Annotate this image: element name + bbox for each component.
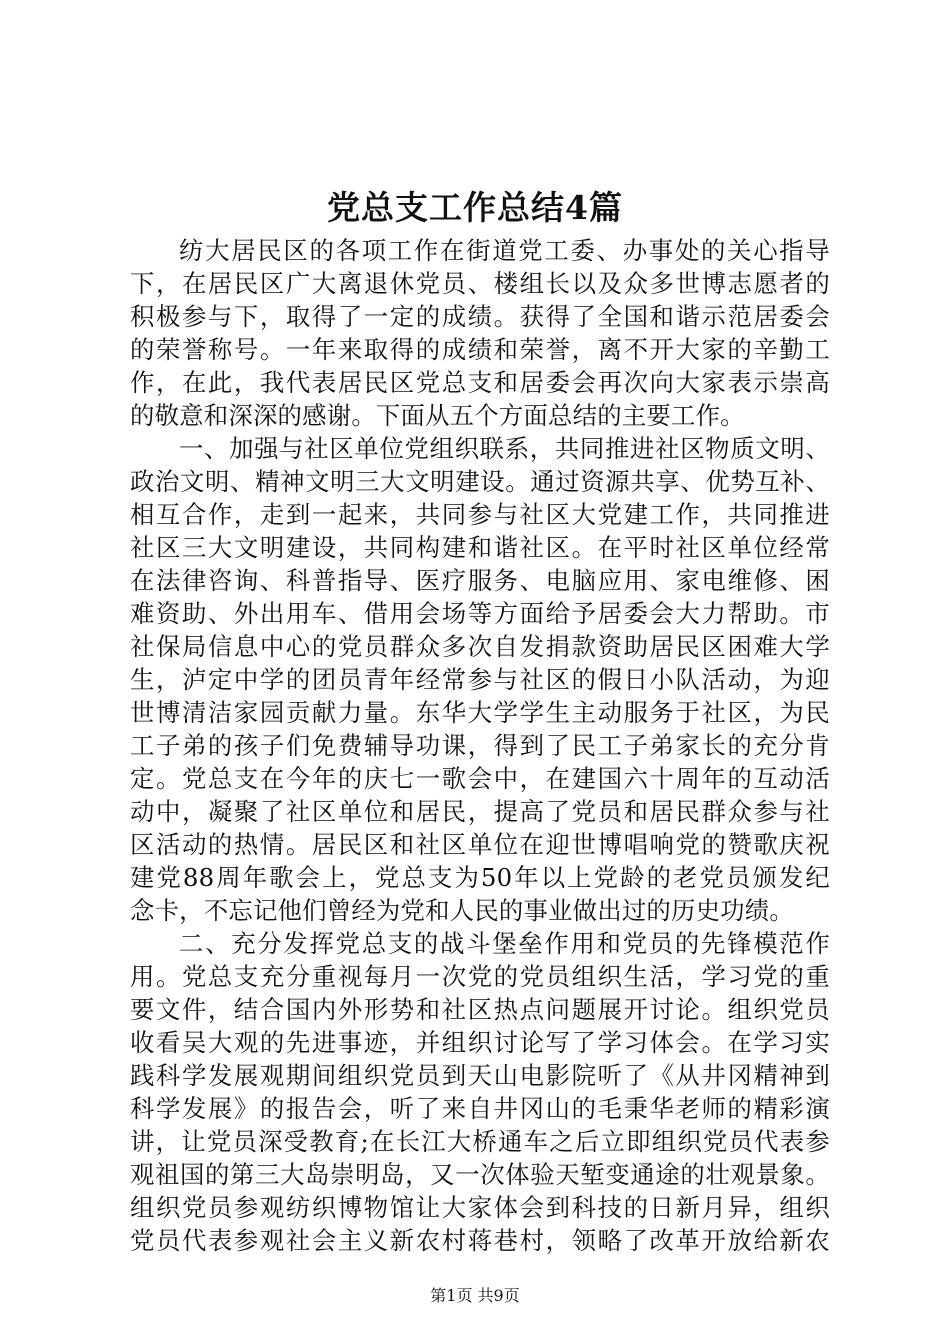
text-line: 社保局信息中心的党员群众多次自发捐款资助居民区困难大学 — [130, 632, 830, 661]
text-line: 下，在居民区广大离退休党员、楼组长以及众多世博志愿者的 — [130, 269, 830, 298]
document-body — [130, 234, 830, 1257]
text-line: 纺大居民区的各项工作在街道党工委、办事处的关心指导 — [179, 236, 830, 265]
page-footer: 第1页 共9页 — [430, 1286, 520, 1305]
text-line: 工子弟的孩子们免费辅导功课，得到了民工子弟家长的充分肯 — [130, 731, 830, 760]
text-line: 党员代表参观社会主义新农村蒋巷村，领略了改革开放给新农 — [130, 1226, 830, 1255]
text-line: 区活动的热情。居民区和社区单位在迎世博唱响党的赞歌庆祝 — [130, 830, 830, 859]
text-line: 政治文明、精神文明三大文明建设。通过资源共享、优势互补、 — [130, 467, 830, 496]
text-line: 一、加强与社区单位党组织联系，共同推进社区物质文明、 — [179, 434, 830, 463]
text-line: 在法律咨询、科普指导、医疗服务、电脑应用、家电维修、困 — [130, 566, 830, 595]
text-line: 科学发展》的报告会，听了来自井冈山的毛秉华老师的精彩演 — [130, 1094, 830, 1123]
text-line: 的荣誉称号。一年来取得的成绩和荣誉，离不开大家的辛勤工 — [130, 335, 830, 364]
text-line: 组织党员参观纺织博物馆让大家体会到科技的日新月异，组织 — [130, 1193, 830, 1222]
text-line: 积极参与下，取得了一定的成绩。获得了全国和谐示范居委会 — [130, 302, 830, 331]
text-line: 践科学发展观期间组织党员到天山电影院听了《从井冈精神到 — [130, 1061, 830, 1090]
text-line: 念卡，不忘记他们曾经为党和人民的事业做出过的历史功绩。 — [130, 896, 794, 925]
text-line: 二、充分发挥党总支的战斗堡垒作用和党员的先锋模范作 — [179, 929, 830, 958]
text-line: 观祖国的第三大岛崇明岛，又一次体验天堑变通途的壮观景象。 — [130, 1160, 830, 1189]
text-line: 作，在此，我代表居民区党总支和居委会再次向大家表示崇高 — [130, 368, 830, 397]
text-line: 建党88周年歌会上，党总支为50年以上党龄的老党员颁发纪 — [130, 863, 830, 892]
text-line: 的敬意和深深的感谢。下面从五个方面总结的主要工作。 — [130, 401, 745, 430]
text-line: 动中，凝聚了社区单位和居民，提高了党员和居民群众参与社 — [130, 797, 830, 826]
text-line: 要文件，结合国内外形势和社区热点问题展开讨论。组织党员 — [130, 995, 830, 1024]
document-title: 党总支工作总结4篇 — [327, 188, 623, 227]
text-line: 相互合作，走到一起来，共同参与社区大党建工作，共同推进 — [130, 500, 830, 529]
text-line: 讲，让党员深受教育;在长江大桥通车之后立即组织党员代表参 — [130, 1127, 830, 1156]
text-line: 世博清洁家园贡献力量。东华大学学生主动服务于社区，为民 — [130, 698, 830, 727]
text-line: 用。党总支充分重视每月一次党的党员组织生活，学习党的重 — [130, 962, 830, 991]
text-line: 收看吴大观的先进事迹，并组织讨论写了学习体会。在学习实 — [130, 1028, 830, 1057]
text-line: 难资助、外出用车、借用会场等方面给予居委会大力帮助。市 — [130, 599, 830, 628]
text-line: 生，泸定中学的团员青年经常参与社区的假日小队活动，为迎 — [130, 665, 830, 694]
text-line: 社区三大文明建设，共同构建和谐社区。在平时社区单位经常 — [130, 533, 830, 562]
text-line: 定。党总支在今年的庆七一歌会中，在建国六十周年的互动活 — [130, 764, 830, 793]
